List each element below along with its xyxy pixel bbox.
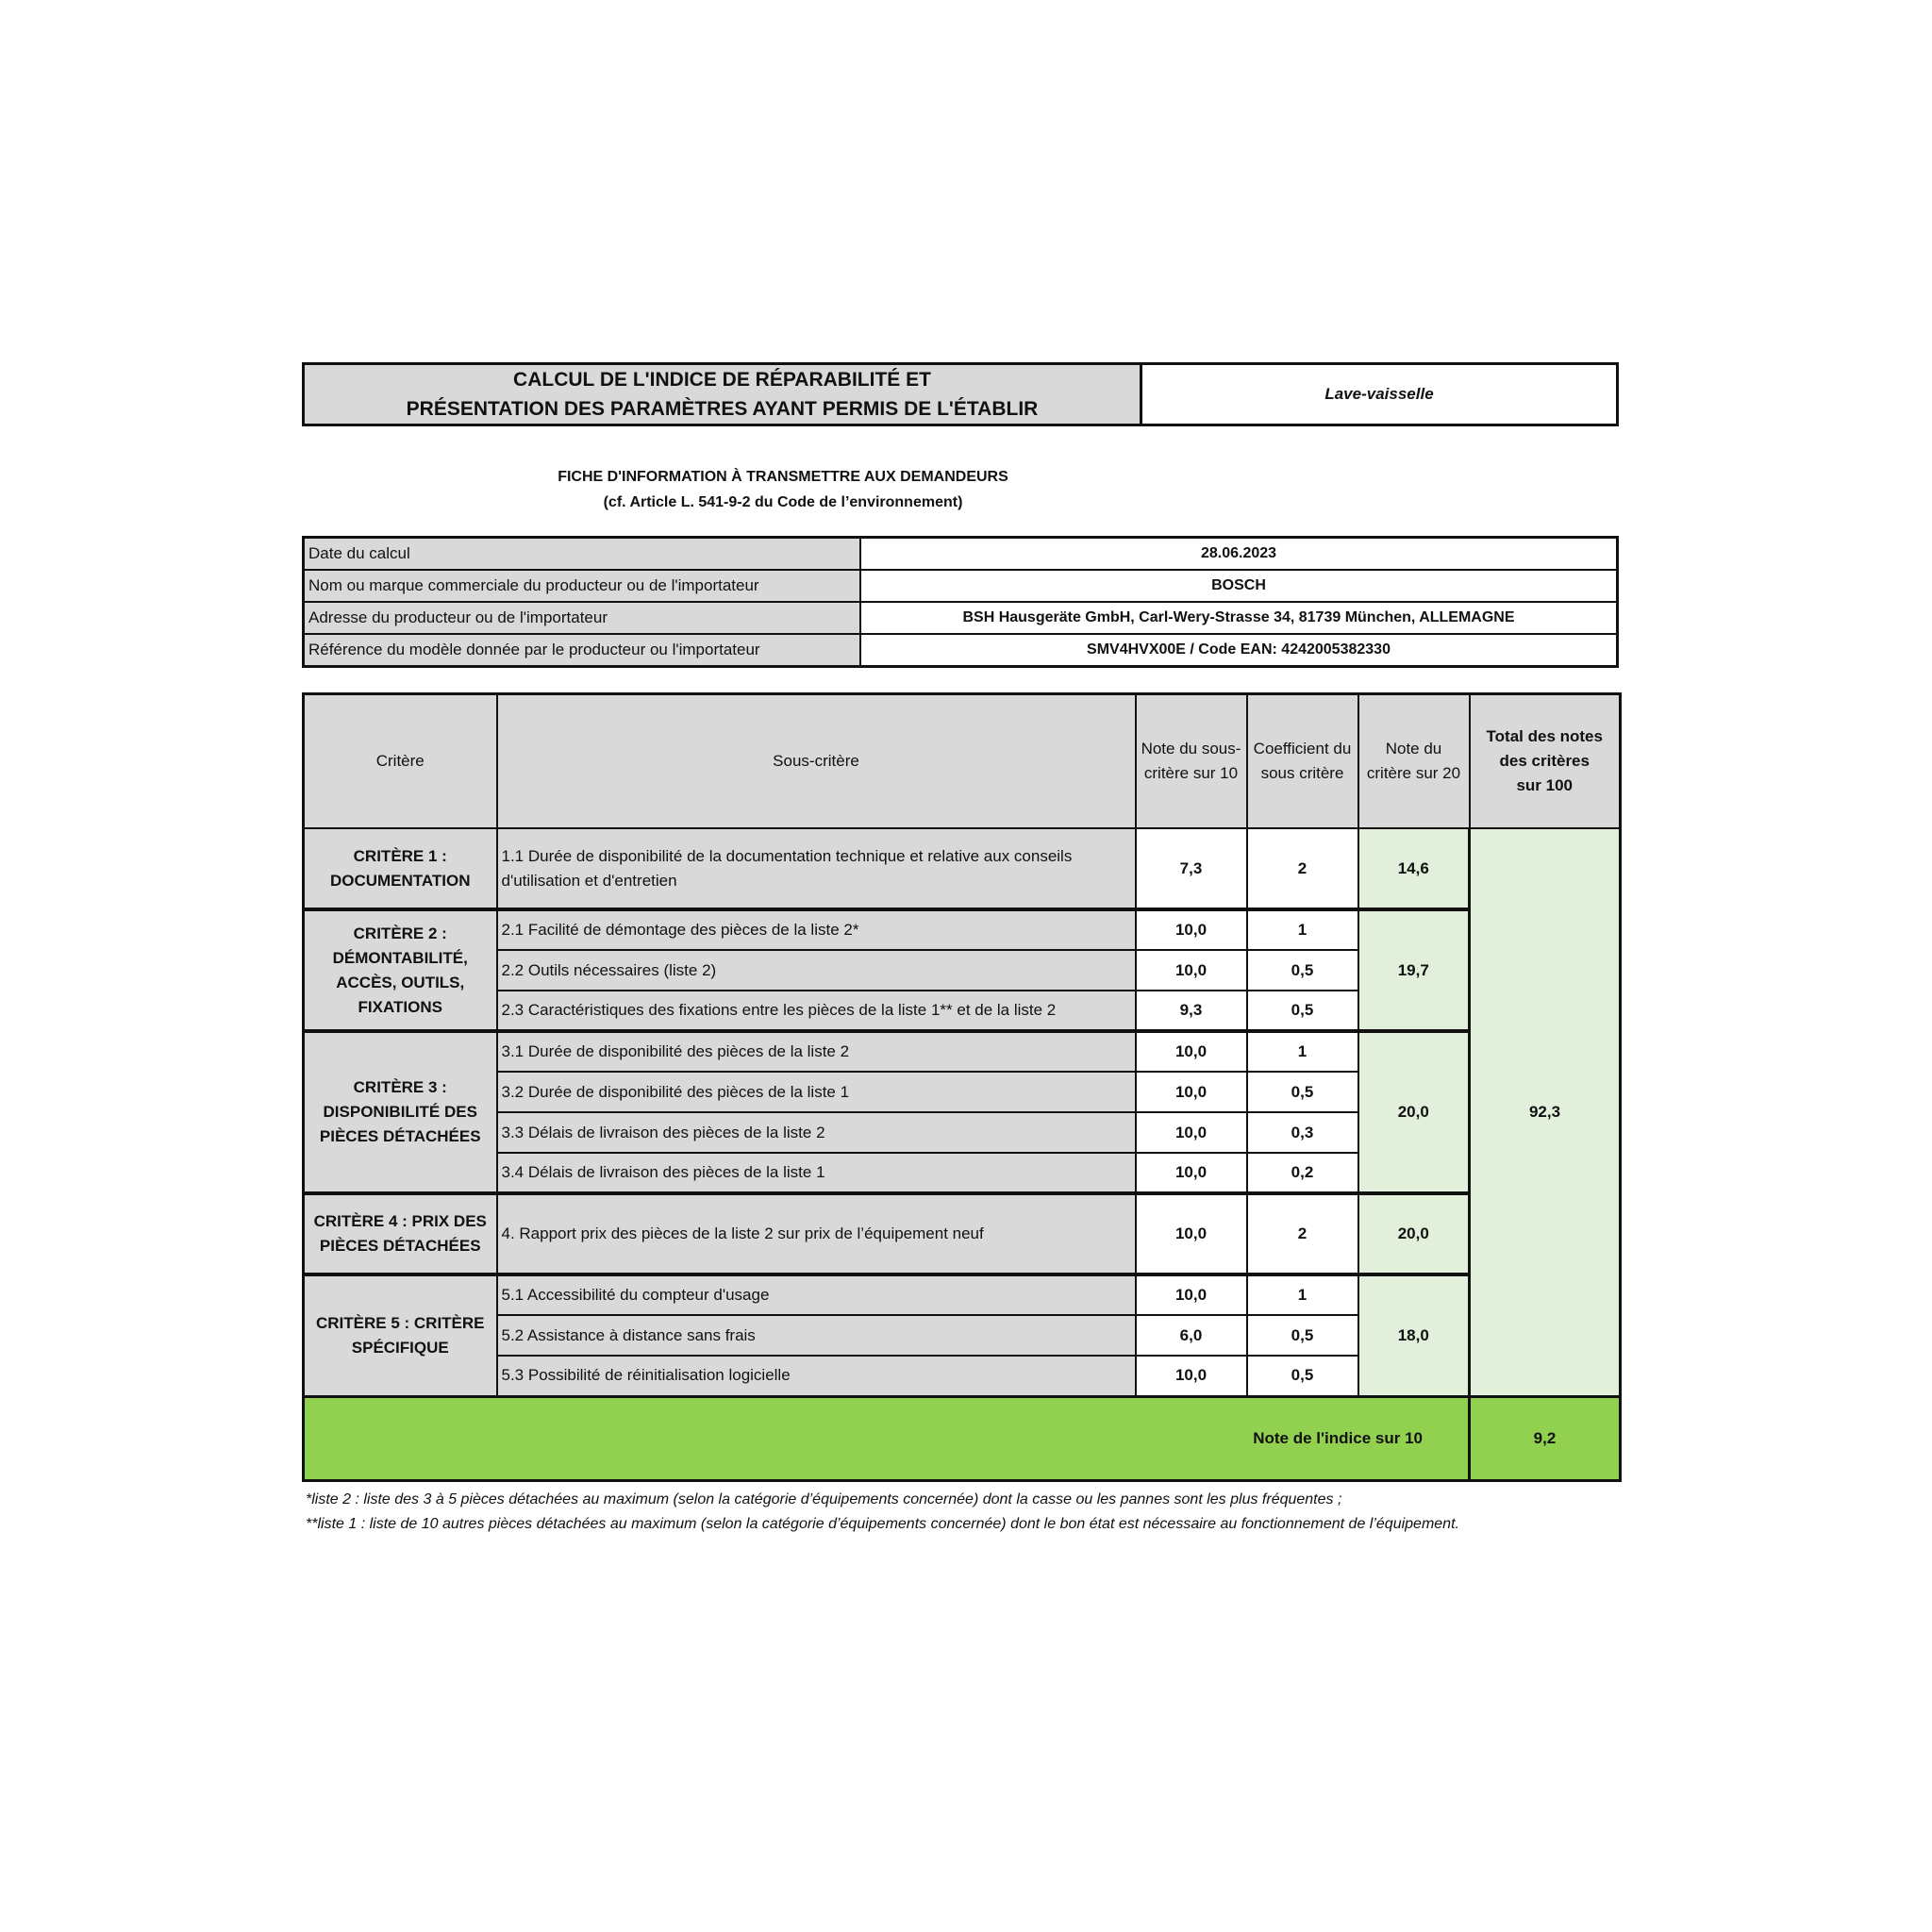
criterion-4-label: [304, 1193, 497, 1274]
table-row: [304, 1193, 1621, 1274]
sub-criterion-coefficient: 0,2: [1247, 1153, 1358, 1193]
title-line-2: PRÉSENTATION DES PARAMÈTRES AYANT PERMIS DE L'ÉTABLIR: [406, 398, 1039, 420]
criterion-label-line: SPÉCIFIQUE: [351, 1338, 449, 1357]
document-title: [305, 365, 1142, 424]
sub-criterion-note: 10,0: [1136, 909, 1247, 950]
header-box: [302, 362, 1619, 426]
criterion-label-line: PIÈCES DÉTACHÉES: [319, 1237, 481, 1255]
col-header-line: critère sur 10: [1143, 764, 1239, 782]
sub-criterion-note: 9,3: [1136, 991, 1247, 1031]
criterion-label-line: CRITÈRE 1 :: [353, 846, 447, 865]
info-value: BSH Hausgeräte GmbH, Carl-Wery-Strasse 34, 81739 München, ALLEMAGNE: [860, 602, 1618, 634]
table-row: [304, 1031, 1621, 1072]
sub-criterion-coefficient: 0,5: [1247, 1356, 1358, 1396]
criteria-table: [302, 692, 1622, 1482]
subtitle-line-1: FICHE D'INFORMATION À TRANSMETTRE AUX DEMANDEURS: [558, 469, 1008, 485]
sub-criterion-label: 2.1 Facilité de démontage des pièces de la liste 2*: [497, 909, 1136, 950]
col-header-coefficient: [1247, 694, 1358, 829]
footnotes: [302, 1488, 1619, 1537]
subtitle-line-2: (cf. Article L. 541-9-2 du Code de l’environnement): [603, 494, 963, 510]
table-row: [304, 1274, 1621, 1315]
criterion-label-line: DÉMONTABILITÉ,: [332, 948, 468, 967]
index-score-value: 9,2: [1470, 1396, 1621, 1480]
sub-criterion-label: 3.4 Délais de livraison des pièces de la liste 1: [497, 1153, 1136, 1193]
repairability-sheet: [302, 362, 1619, 1537]
sub-criterion-note: 10,0: [1136, 1072, 1247, 1112]
sub-criterion-label: 3.1 Durée de disponibilité des pièces de la liste 2: [497, 1031, 1136, 1072]
sub-criterion-note: 6,0: [1136, 1315, 1247, 1356]
sub-criterion-label: 2.3 Caractéristiques des fixations entre les pièces de la liste 1** et de la liste 2: [497, 991, 1136, 1031]
criterion-label-line: ACCÈS, OUTILS,: [336, 973, 465, 991]
col-header-sous-critere: Sous-critère: [497, 694, 1136, 829]
sub-criterion-line: 1.1 Durée de disponibilité de la documentation technique et relative aux conseils: [501, 846, 1073, 865]
footnote-2: **liste 1 : liste de 10 autres pièces détachées au maximum (selon la catégorie d’équipements concernée) dont le bon état est nécessaire au fonctionnement de l’équipement.: [306, 1515, 1459, 1532]
sub-criterion-note: 10,0: [1136, 1356, 1247, 1396]
total-score-100: 92,3: [1470, 828, 1621, 1396]
sub-criterion-label: 2.2 Outils nécessaires (liste 2): [497, 950, 1136, 991]
table-row: [304, 909, 1621, 950]
info-label: Adresse du producteur ou de l'importateur: [304, 602, 861, 634]
footnote-1: *liste 2 : liste des 3 à 5 pièces détachées au maximum (selon la catégorie d’équipements concernée) dont la casse ou les pannes sont les plus fréquentes ;: [306, 1491, 1342, 1507]
sub-criterion-label: 3.3 Délais de livraison des pièces de la liste 2: [497, 1112, 1136, 1153]
sub-criterion-note: 10,0: [1136, 1031, 1247, 1072]
info-value: BOSCH: [860, 570, 1618, 602]
header-row: [304, 694, 1621, 829]
criterion-label-line: CRITÈRE 2 :: [353, 924, 447, 942]
sub-criterion-coefficient: 1: [1247, 1031, 1358, 1072]
sub-criterion-note: 10,0: [1136, 1153, 1247, 1193]
info-row: [304, 570, 1618, 602]
sub-criterion-coefficient: 0,5: [1247, 1315, 1358, 1356]
col-header-total: [1470, 694, 1621, 829]
info-label: Nom ou marque commerciale du producteur ou de l'importateur: [304, 570, 861, 602]
info-table: [302, 536, 1619, 668]
criterion-4-score: 20,0: [1358, 1193, 1470, 1274]
index-score-row: [304, 1396, 1621, 1480]
sub-criterion-coefficient: 1: [1247, 909, 1358, 950]
sub-criterion-coefficient: 2: [1247, 828, 1358, 909]
sub-criterion-label: 5.3 Possibilité de réinitialisation logicielle: [497, 1356, 1136, 1396]
sub-criterion-note: 10,0: [1136, 1274, 1247, 1315]
criterion-3-label: [304, 1031, 497, 1193]
col-header-critere: Critère: [304, 694, 497, 829]
sub-criterion-coefficient: 0,5: [1247, 950, 1358, 991]
sub-criterion-label: 3.2 Durée de disponibilité des pièces de la liste 1: [497, 1072, 1136, 1112]
col-header-line: Note du sous-: [1141, 740, 1241, 758]
criterion-1-score: 14,6: [1358, 828, 1470, 909]
col-header-note-sous: [1136, 694, 1247, 829]
criterion-label-line: DOCUMENTATION: [329, 871, 471, 890]
sub-criterion-line: d'utilisation et d'entretien: [501, 871, 677, 890]
col-header-note-critere: [1358, 694, 1470, 829]
info-label: Référence du modèle donnée par le producteur ou l'importateur: [304, 634, 861, 667]
criterion-2-label: [304, 909, 497, 1031]
index-score-label: Note de l'indice sur 10: [304, 1396, 1470, 1480]
info-row: [304, 602, 1618, 634]
criterion-label-line: CRITÈRE 4 : PRIX DES: [313, 1212, 487, 1230]
sub-criterion-label: 5.2 Assistance à distance sans frais: [497, 1315, 1136, 1356]
sub-criterion-label: [497, 828, 1136, 909]
criterion-label-line: PIÈCES DÉTACHÉES: [319, 1127, 481, 1145]
criterion-5-score: 18,0: [1358, 1274, 1470, 1396]
col-header-line: critère sur 20: [1366, 764, 1461, 782]
sub-criterion-coefficient: 2: [1247, 1193, 1358, 1274]
criterion-3-score: 20,0: [1358, 1031, 1470, 1193]
sub-criterion-coefficient: 0,5: [1247, 1072, 1358, 1112]
sub-criterion-note: 10,0: [1136, 1193, 1247, 1274]
col-header-line: sur 100: [1516, 776, 1574, 794]
subtitle: [302, 464, 1264, 515]
info-value: SMV4HVX00E / Code EAN: 4242005382330: [860, 634, 1618, 667]
criterion-label-line: FIXATIONS: [358, 997, 442, 1016]
info-value: 28.06.2023: [860, 538, 1618, 571]
criterion-1-label: [304, 828, 497, 909]
table-row: [304, 828, 1621, 909]
sub-criterion-note: 10,0: [1136, 950, 1247, 991]
sub-criterion-coefficient: 0,3: [1247, 1112, 1358, 1153]
sub-criterion-label: 4. Rapport prix des pièces de la liste 2 sur prix de l’équipement neuf: [497, 1193, 1136, 1274]
info-label: Date du calcul: [304, 538, 861, 571]
criterion-5-label: [304, 1274, 497, 1396]
col-header-line: Total des notes: [1486, 727, 1603, 745]
criterion-2-score: 19,7: [1358, 909, 1470, 1031]
sub-criterion-coefficient: 0,5: [1247, 991, 1358, 1031]
sub-criterion-note: 10,0: [1136, 1112, 1247, 1153]
equipment-type: Lave-vaisselle: [1324, 385, 1434, 403]
title-line-1: CALCUL DE L'INDICE DE RÉPARABILITÉ ET: [513, 369, 931, 391]
col-header-line: des critères: [1499, 752, 1590, 770]
sub-criterion-coefficient: 1: [1247, 1274, 1358, 1315]
sub-criterion-label: 5.1 Accessibilité du compteur d'usage: [497, 1274, 1136, 1315]
criterion-label-line: CRITÈRE 5 : CRITÈRE: [315, 1313, 485, 1332]
sub-criterion-note: 7,3: [1136, 828, 1247, 909]
criterion-label-line: DISPONIBILITÉ DES: [323, 1103, 477, 1121]
col-header-line: Note du: [1385, 740, 1442, 758]
criterion-label-line: CRITÈRE 3 :: [353, 1078, 447, 1096]
col-header-line: sous critère: [1260, 764, 1344, 782]
col-header-line: Coefficient du: [1253, 740, 1352, 758]
info-row: [304, 634, 1618, 667]
info-row: [304, 538, 1618, 571]
